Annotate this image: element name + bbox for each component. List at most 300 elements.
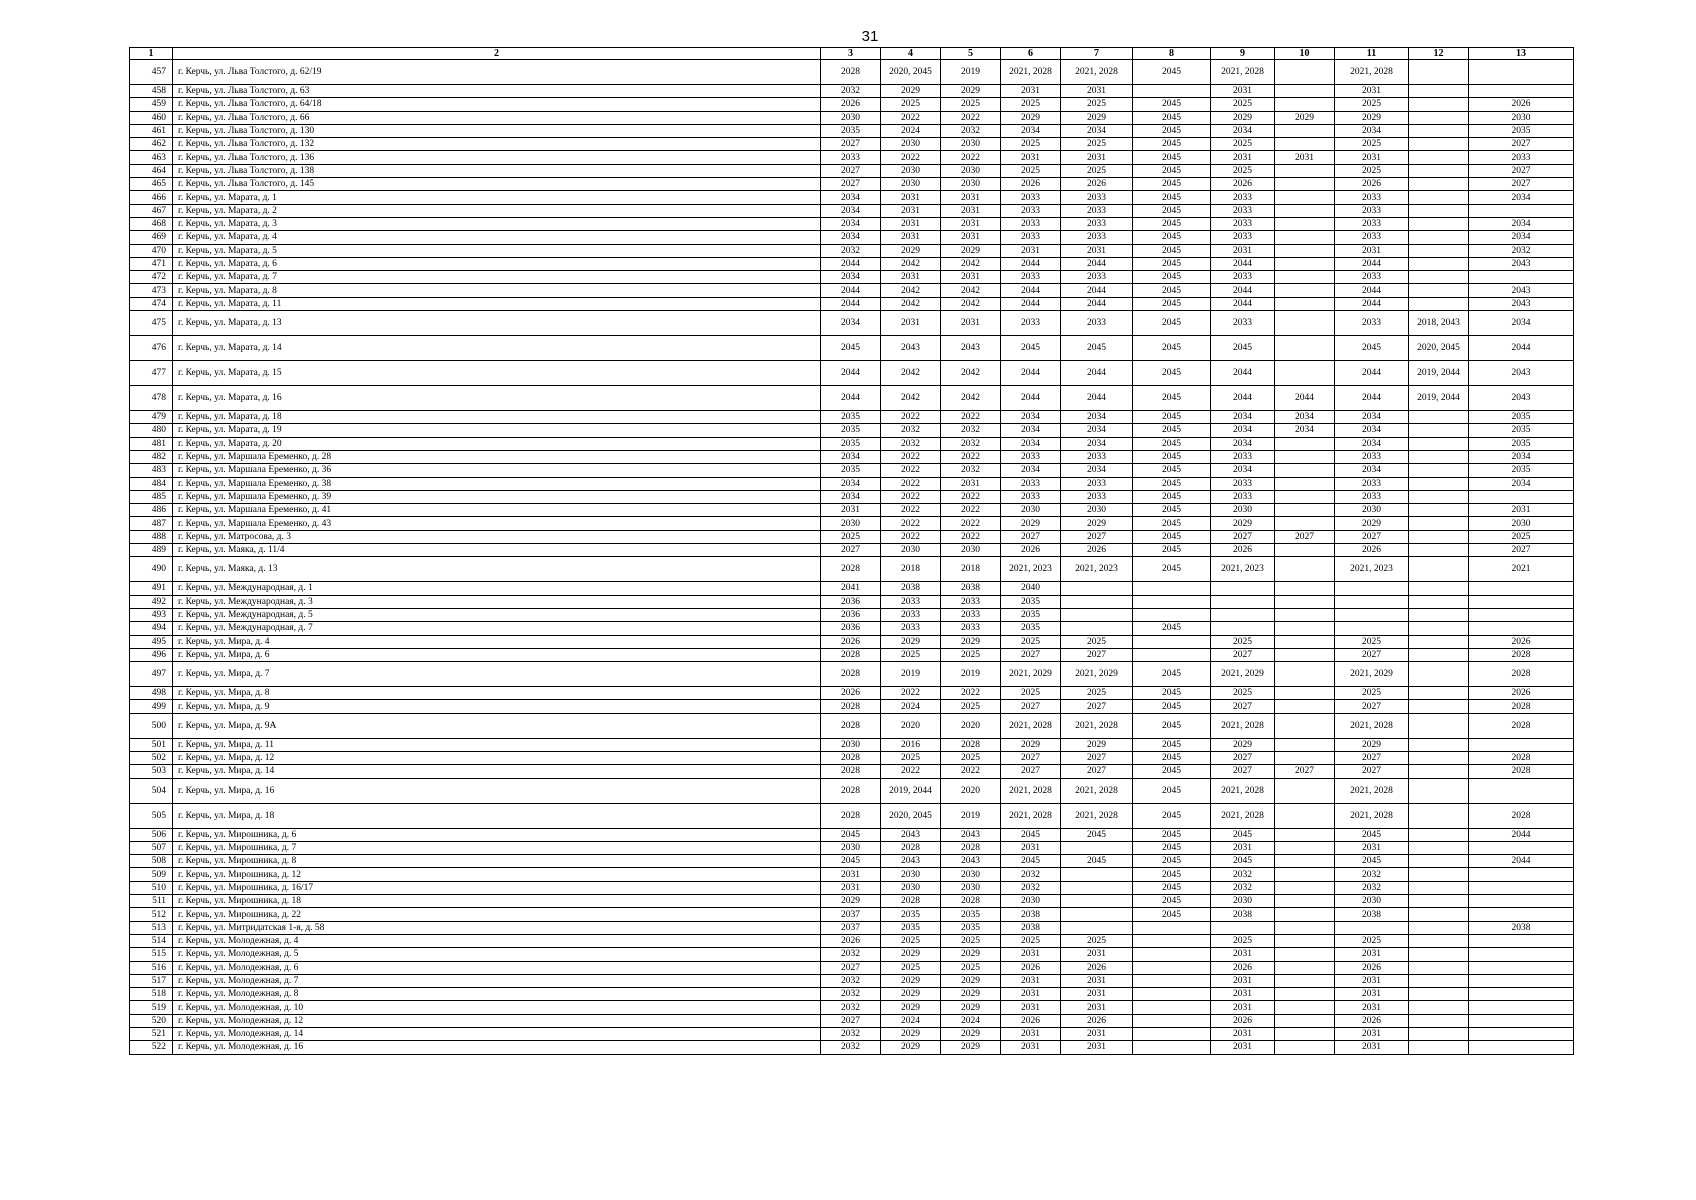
- year-cell: 2032: [881, 437, 941, 450]
- year-cell: 2027: [1335, 530, 1409, 543]
- year-cell: 2031: [1001, 244, 1061, 257]
- year-cell: [1275, 751, 1335, 764]
- year-cell: 2026: [1001, 1014, 1061, 1027]
- year-cell: 2038: [881, 582, 941, 595]
- address-cell: г. Керчь, ул. Марата, д. 18: [173, 411, 821, 424]
- column-header: 9: [1211, 48, 1275, 60]
- address-cell: г. Керчь, ул. Мира, д. 4: [173, 635, 821, 648]
- year-cell: [1061, 622, 1133, 635]
- row-number: 482: [130, 450, 173, 463]
- year-cell: [1409, 828, 1469, 841]
- year-cell: 2025: [941, 98, 1001, 111]
- year-cell: [1061, 895, 1133, 908]
- year-cell: 2045: [1133, 361, 1211, 386]
- year-cell: 2031: [1335, 974, 1409, 987]
- table-row: [130, 111, 1574, 124]
- year-cell: 2025: [881, 751, 941, 764]
- year-cell: 2026: [1335, 961, 1409, 974]
- year-cell: 2044: [1469, 336, 1574, 361]
- year-cell: 2020, 2045: [881, 803, 941, 828]
- year-cell: [1275, 1001, 1335, 1014]
- row-number: 463: [130, 151, 173, 164]
- address-cell: г. Керчь, ул. Международная, д. 5: [173, 608, 821, 621]
- year-cell: 2038: [1001, 908, 1061, 921]
- year-cell: 2032: [821, 974, 881, 987]
- year-cell: 2021, 2029: [1211, 662, 1275, 687]
- year-cell: 2034: [1001, 411, 1061, 424]
- year-cell: 2025: [1211, 687, 1275, 700]
- table-row: [130, 490, 1574, 503]
- row-number: 459: [130, 98, 173, 111]
- year-cell: 2022: [881, 151, 941, 164]
- row-number: 520: [130, 1014, 173, 1027]
- year-cell: 2029: [1061, 111, 1133, 124]
- year-cell: 2029: [1211, 111, 1275, 124]
- row-number: 522: [130, 1041, 173, 1054]
- year-cell: 2021, 2028: [1211, 803, 1275, 828]
- row-number: 457: [130, 60, 173, 85]
- year-cell: [1275, 608, 1335, 621]
- address-cell: г. Керчь, ул. Марата, д. 20: [173, 437, 821, 450]
- year-cell: 2045: [1133, 231, 1211, 244]
- row-number: 472: [130, 271, 173, 284]
- year-cell: 2016: [881, 738, 941, 751]
- row-number: 461: [130, 124, 173, 137]
- year-cell: 2033: [941, 622, 1001, 635]
- year-cell: 2031: [1211, 1001, 1275, 1014]
- year-cell: 2045: [1211, 855, 1275, 868]
- year-cell: 2025: [1061, 687, 1133, 700]
- table-row: [130, 921, 1574, 934]
- year-cell: 2045: [1133, 164, 1211, 177]
- year-cell: 2022: [881, 490, 941, 503]
- row-number: 485: [130, 490, 173, 503]
- year-cell: 2044: [1001, 386, 1061, 411]
- year-cell: [1275, 948, 1335, 961]
- year-cell: [1409, 191, 1469, 204]
- row-number: 465: [130, 178, 173, 191]
- year-cell: 2034: [821, 191, 881, 204]
- year-cell: 2029: [941, 948, 1001, 961]
- table-row: [130, 608, 1574, 621]
- year-cell: 2031: [1001, 151, 1061, 164]
- year-cell: [1409, 934, 1469, 947]
- year-cell: 2031: [1211, 974, 1275, 987]
- year-cell: 2044: [1001, 257, 1061, 270]
- page-number: 31: [861, 28, 879, 45]
- year-cell: [1469, 608, 1574, 621]
- year-cell: 2044: [1061, 297, 1133, 310]
- year-cell: [1275, 284, 1335, 297]
- address-cell: г. Керчь, ул. Молодежная, д. 7: [173, 974, 821, 987]
- year-cell: 2027: [1211, 765, 1275, 778]
- year-cell: 2028: [1469, 648, 1574, 661]
- year-cell: 2021, 2028: [1335, 60, 1409, 85]
- year-cell: 2033: [1001, 490, 1061, 503]
- year-cell: 2033: [941, 608, 1001, 621]
- year-cell: 2045: [1133, 662, 1211, 687]
- year-cell: 2036: [821, 608, 881, 621]
- row-number: 499: [130, 700, 173, 713]
- year-cell: 2034: [1335, 124, 1409, 137]
- year-cell: 2031: [1001, 85, 1061, 98]
- row-number: 462: [130, 138, 173, 151]
- year-cell: 2045: [1133, 841, 1211, 854]
- row-number: 495: [130, 635, 173, 648]
- table-row: [130, 557, 1574, 582]
- year-cell: [1275, 464, 1335, 477]
- year-cell: 2034: [1469, 311, 1574, 336]
- year-cell: 2044: [1001, 284, 1061, 297]
- year-cell: 2030: [821, 738, 881, 751]
- year-cell: 2032: [1001, 881, 1061, 894]
- year-cell: 2033: [881, 595, 941, 608]
- year-cell: [1335, 921, 1409, 934]
- address-cell: г. Керчь, ул. Мира, д. 8: [173, 687, 821, 700]
- year-cell: 2026: [1001, 544, 1061, 557]
- row-number: 486: [130, 504, 173, 517]
- year-cell: [1133, 934, 1211, 947]
- year-cell: 2031: [1001, 988, 1061, 1001]
- year-cell: 2035: [881, 921, 941, 934]
- year-cell: 2030: [1001, 504, 1061, 517]
- year-cell: 2034: [821, 271, 881, 284]
- table-row: [130, 961, 1574, 974]
- year-cell: 2034: [1275, 411, 1335, 424]
- address-cell: г. Керчь, ул. Марата, д. 14: [173, 336, 821, 361]
- year-cell: 2044: [1211, 257, 1275, 270]
- table-row: [130, 841, 1574, 854]
- row-number: 477: [130, 361, 173, 386]
- year-cell: [1409, 1041, 1469, 1054]
- year-cell: 2033: [1001, 271, 1061, 284]
- year-cell: 2025: [1335, 164, 1409, 177]
- year-cell: 2029: [941, 974, 1001, 987]
- year-cell: 2021: [1469, 557, 1574, 582]
- year-cell: 2045: [1061, 336, 1133, 361]
- year-cell: [1335, 595, 1409, 608]
- year-cell: 2021, 2023: [1211, 557, 1275, 582]
- year-cell: 2031: [1335, 1001, 1409, 1014]
- year-cell: 2031: [1001, 1001, 1061, 1014]
- year-cell: 2030: [1469, 517, 1574, 530]
- table-row: [130, 622, 1574, 635]
- year-cell: 2045: [1335, 828, 1409, 841]
- year-cell: 2028: [821, 700, 881, 713]
- year-cell: [1133, 648, 1211, 661]
- column-header: 5: [941, 48, 1001, 60]
- year-cell: 2033: [1001, 477, 1061, 490]
- year-cell: 2033: [1001, 204, 1061, 217]
- year-cell: 2026: [1001, 961, 1061, 974]
- table-row: [130, 437, 1574, 450]
- year-cell: [1409, 437, 1469, 450]
- year-cell: 2030: [1211, 895, 1275, 908]
- address-cell: г. Керчь, ул. Мирошника, д. 12: [173, 868, 821, 881]
- row-number: 475: [130, 311, 173, 336]
- table-row: [130, 530, 1574, 543]
- year-cell: 2033: [1061, 217, 1133, 230]
- year-cell: [1469, 868, 1574, 881]
- year-cell: [1409, 974, 1469, 987]
- year-cell: 2026: [1469, 98, 1574, 111]
- year-cell: 2025: [1211, 98, 1275, 111]
- year-cell: 2031: [1211, 1028, 1275, 1041]
- year-cell: 2045: [1133, 504, 1211, 517]
- year-cell: 2027: [1335, 700, 1409, 713]
- address-cell: г. Керчь, ул. Марата, д. 13: [173, 311, 821, 336]
- year-cell: [1409, 1014, 1469, 1027]
- address-cell: г. Керчь, ул. Марата, д. 5: [173, 244, 821, 257]
- year-cell: [1133, 948, 1211, 961]
- year-cell: [1409, 635, 1469, 648]
- year-cell: 2044: [1061, 361, 1133, 386]
- year-cell: [1409, 85, 1469, 98]
- row-number: 510: [130, 881, 173, 894]
- year-cell: 2026: [1335, 544, 1409, 557]
- year-cell: 2018: [881, 557, 941, 582]
- year-cell: [1133, 1041, 1211, 1054]
- address-cell: г. Керчь, ул. Марата, д. 2: [173, 204, 821, 217]
- table-row: [130, 178, 1574, 191]
- row-number: 489: [130, 544, 173, 557]
- year-cell: 2027: [1061, 765, 1133, 778]
- year-cell: [1275, 868, 1335, 881]
- year-cell: 2025: [1001, 98, 1061, 111]
- row-number: 458: [130, 85, 173, 98]
- year-cell: [1409, 504, 1469, 517]
- year-cell: 2028: [821, 765, 881, 778]
- year-cell: [1409, 490, 1469, 503]
- year-cell: [1409, 662, 1469, 687]
- year-cell: 2029: [1211, 738, 1275, 751]
- year-cell: 2034: [821, 311, 881, 336]
- year-cell: 2044: [1335, 284, 1409, 297]
- year-cell: [1275, 164, 1335, 177]
- year-cell: 2045: [1133, 284, 1211, 297]
- year-cell: 2031: [941, 217, 1001, 230]
- year-cell: 2026: [1061, 1014, 1133, 1027]
- column-header: 11: [1335, 48, 1409, 60]
- year-cell: 2027: [1061, 751, 1133, 764]
- table-row: [130, 464, 1574, 477]
- year-cell: [1409, 895, 1469, 908]
- year-cell: 2028: [821, 662, 881, 687]
- table-row: [130, 868, 1574, 881]
- year-cell: 2029: [1001, 738, 1061, 751]
- year-cell: [1275, 622, 1335, 635]
- table-row: [130, 450, 1574, 463]
- address-cell: г. Керчь, ул. Марата, д. 11: [173, 297, 821, 310]
- year-cell: 2030: [821, 841, 881, 854]
- address-cell: г. Керчь, ул. Льва Толстого, д. 66: [173, 111, 821, 124]
- year-cell: 2031: [1061, 988, 1133, 1001]
- address-cell: г. Керчь, ул. Мира, д. 14: [173, 765, 821, 778]
- row-number: 464: [130, 164, 173, 177]
- table-row: [130, 244, 1574, 257]
- year-cell: 2029: [881, 948, 941, 961]
- column-header: 4: [881, 48, 941, 60]
- year-cell: 2031: [1211, 1041, 1275, 1054]
- table-row: [130, 713, 1574, 738]
- year-cell: 2031: [821, 881, 881, 894]
- year-cell: [1061, 868, 1133, 881]
- year-cell: 2028: [821, 713, 881, 738]
- year-cell: 2027: [1469, 164, 1574, 177]
- year-cell: 2027: [1335, 751, 1409, 764]
- year-cell: 2042: [941, 361, 1001, 386]
- year-cell: 2044: [1469, 828, 1574, 841]
- year-cell: 2029: [941, 988, 1001, 1001]
- table-row: [130, 60, 1574, 85]
- table-row: [130, 217, 1574, 230]
- year-cell: 2033: [1061, 271, 1133, 284]
- year-cell: 2038: [1335, 908, 1409, 921]
- row-number: 503: [130, 765, 173, 778]
- row-number: 492: [130, 595, 173, 608]
- row-number: 473: [130, 284, 173, 297]
- year-cell: [1409, 411, 1469, 424]
- year-cell: 2027: [821, 961, 881, 974]
- year-cell: [1275, 517, 1335, 530]
- address-cell: г. Керчь, ул. Молодежная, д. 10: [173, 1001, 821, 1014]
- year-cell: 2045: [1133, 411, 1211, 424]
- address-cell: г. Керчь, ул. Мира, д. 18: [173, 803, 821, 828]
- address-cell: г. Керчь, ул. Молодежная, д. 4: [173, 934, 821, 947]
- year-cell: 2034: [1469, 450, 1574, 463]
- year-cell: 2034: [1275, 424, 1335, 437]
- year-cell: 2035: [821, 424, 881, 437]
- year-cell: [1335, 622, 1409, 635]
- year-cell: 2029: [1061, 738, 1133, 751]
- year-cell: 2030: [1335, 895, 1409, 908]
- year-cell: [1275, 841, 1335, 854]
- row-number: 484: [130, 477, 173, 490]
- year-cell: 2026: [1469, 687, 1574, 700]
- year-cell: 2029: [1211, 517, 1275, 530]
- year-cell: 2043: [941, 828, 1001, 841]
- year-cell: 2033: [1001, 311, 1061, 336]
- year-cell: 2031: [1061, 1001, 1133, 1014]
- year-cell: 2030: [1469, 111, 1574, 124]
- year-cell: [1275, 828, 1335, 841]
- year-cell: 2033: [1211, 477, 1275, 490]
- year-cell: 2021, 2029: [1001, 662, 1061, 687]
- year-cell: 2045: [1133, 386, 1211, 411]
- year-cell: [1409, 284, 1469, 297]
- year-cell: 2027: [1061, 648, 1133, 661]
- year-cell: 2019: [941, 662, 1001, 687]
- year-cell: 2034: [1061, 424, 1133, 437]
- year-cell: 2033: [1211, 191, 1275, 204]
- year-cell: [1409, 687, 1469, 700]
- row-number: 479: [130, 411, 173, 424]
- year-cell: 2045: [1133, 217, 1211, 230]
- row-number: 496: [130, 648, 173, 661]
- year-cell: [1275, 974, 1335, 987]
- year-cell: 2031: [881, 204, 941, 217]
- year-cell: 2027: [821, 178, 881, 191]
- year-cell: 2028: [821, 60, 881, 85]
- year-cell: 2044: [821, 361, 881, 386]
- year-cell: 2019, 2044: [1409, 361, 1469, 386]
- table-row: [130, 803, 1574, 828]
- row-number: 483: [130, 464, 173, 477]
- year-cell: 2044: [1001, 361, 1061, 386]
- table-row: [130, 895, 1574, 908]
- year-cell: 2021, 2028: [1335, 778, 1409, 803]
- table-row: [130, 881, 1574, 894]
- year-cell: 2022: [881, 517, 941, 530]
- year-cell: [1469, 961, 1574, 974]
- table-row: [130, 595, 1574, 608]
- year-cell: [1469, 934, 1574, 947]
- year-cell: 2045: [1133, 855, 1211, 868]
- address-cell: г. Керчь, ул. Мира, д. 9А: [173, 713, 821, 738]
- year-cell: [1469, 1001, 1574, 1014]
- address-cell: г. Керчь, ул. Мира, д. 12: [173, 751, 821, 764]
- year-cell: [1469, 1014, 1574, 1027]
- column-header: 2: [173, 48, 821, 60]
- year-cell: 2029: [881, 635, 941, 648]
- year-cell: 2043: [1469, 284, 1574, 297]
- year-cell: [1275, 244, 1335, 257]
- year-cell: 2045: [1133, 450, 1211, 463]
- table-row: [130, 828, 1574, 841]
- year-cell: 2025: [941, 934, 1001, 947]
- address-cell: г. Керчь, ул. Марата, д. 4: [173, 231, 821, 244]
- year-cell: 2035: [1469, 124, 1574, 137]
- year-cell: 2026: [821, 687, 881, 700]
- table-row: [130, 85, 1574, 98]
- year-cell: 2030: [881, 138, 941, 151]
- year-cell: 2045: [1133, 244, 1211, 257]
- year-cell: 2035: [821, 437, 881, 450]
- row-number: 467: [130, 204, 173, 217]
- year-cell: 2033: [1061, 191, 1133, 204]
- table-row: [130, 738, 1574, 751]
- year-cell: 2029: [1275, 111, 1335, 124]
- year-cell: 2025: [941, 648, 1001, 661]
- year-cell: 2027: [1469, 544, 1574, 557]
- year-cell: [1133, 1028, 1211, 1041]
- row-number: 488: [130, 530, 173, 543]
- year-cell: 2030: [881, 881, 941, 894]
- address-cell: г. Керчь, ул. Льва Толстого, д. 138: [173, 164, 821, 177]
- year-cell: 2037: [821, 908, 881, 921]
- year-cell: [1133, 1001, 1211, 1014]
- year-cell: [1275, 803, 1335, 828]
- row-number: 469: [130, 231, 173, 244]
- year-cell: 2033: [1061, 477, 1133, 490]
- row-number: 487: [130, 517, 173, 530]
- year-cell: [1275, 895, 1335, 908]
- address-cell: г. Керчь, ул. Мира, д. 7: [173, 662, 821, 687]
- year-cell: 2025: [1335, 138, 1409, 151]
- year-cell: [1133, 1014, 1211, 1027]
- year-cell: [1275, 98, 1335, 111]
- year-cell: 2045: [1133, 803, 1211, 828]
- year-cell: 2027: [1061, 530, 1133, 543]
- year-cell: 2026: [1211, 544, 1275, 557]
- year-cell: 2034: [1469, 477, 1574, 490]
- year-cell: [1409, 765, 1469, 778]
- year-cell: [1409, 530, 1469, 543]
- year-cell: 2031: [1061, 974, 1133, 987]
- year-cell: 2025: [821, 530, 881, 543]
- year-cell: 2030: [1335, 504, 1409, 517]
- year-cell: 2031: [1335, 1041, 1409, 1054]
